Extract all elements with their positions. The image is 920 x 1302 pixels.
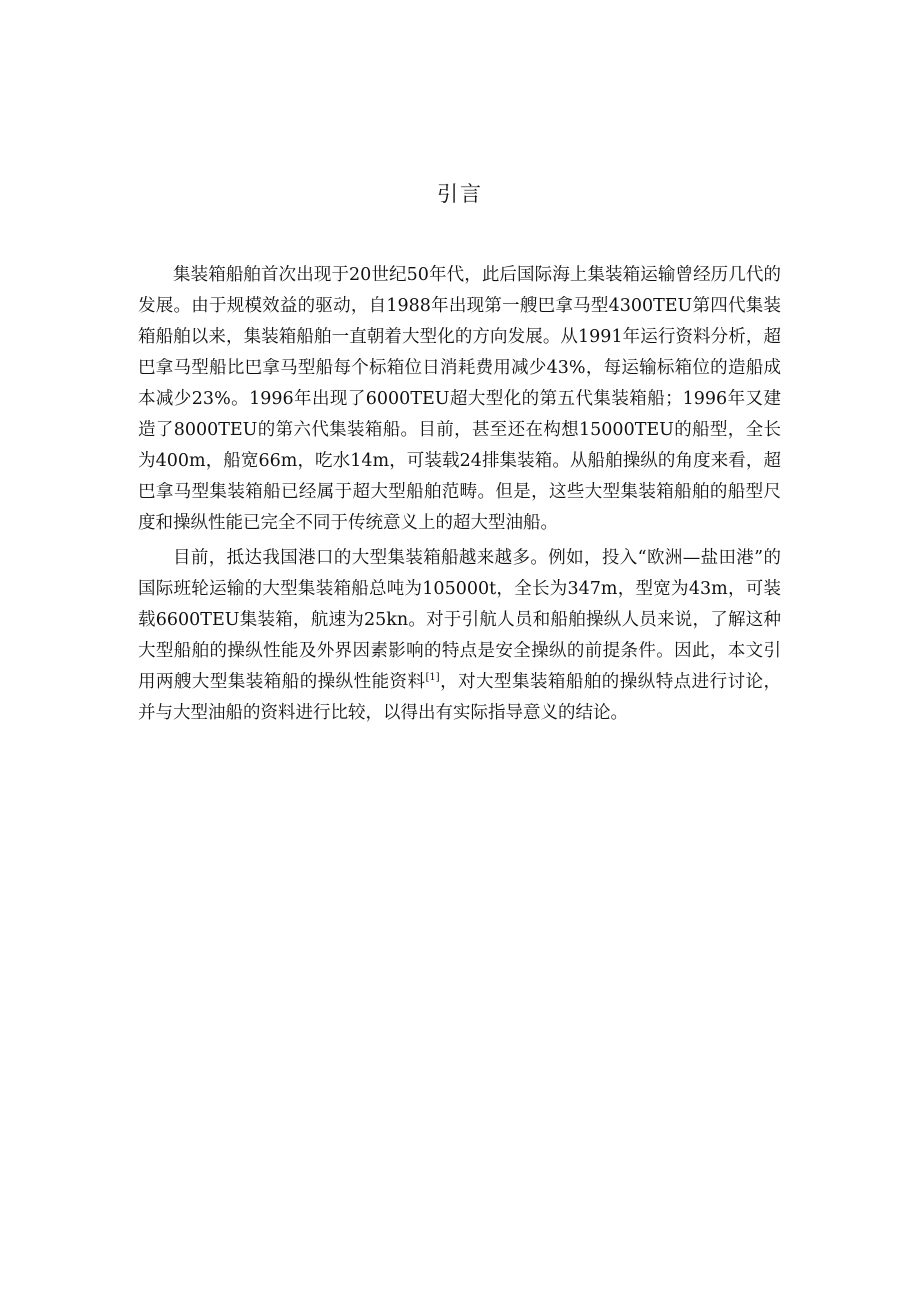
page-title: 引言 xyxy=(437,182,483,206)
paragraph-2-text-before-ref: 目前，抵达我国港口的大型集装箱船越来越多。例如，投入“欧洲—盐田港”的国际班轮运输的大型集装箱船总吨为105000t，全长为347m，型宽为43m，可装载6600TEU集装箱，航速为25kn。对于引航人员和船舶操纵人员来说，了解这种大型船舶的操纵性能及外界因素影响的特点是安全操纵的前提条件。因此，本文引用两艘大型集装箱船的操纵性能资料 xyxy=(138,548,781,692)
paragraph-1: 集装箱船舶首次出现于20世纪50年代，此后国际海上集装箱运输曾经历几代的发展。由于规模效益的驱动，自1988年出现第一艘巴拿马型4300TEU第四代集装箱船舶以来，集装箱船舶一直朝着大型化的方向发展。从1991年运行资料分析，超巴拿马型船比巴拿马型船每个标箱位日消耗费用减少43%，每运输标箱位的造船成本减少23%。1996年出现了6000TEU超大型化的第五代集装箱船；1996年又建造了8000TEU的第六代集装箱船。目前，甚至还在构想15000TEU的船型，全长为400m，船宽66m，吃水14m，可装载24排集装箱。从船舶操纵的角度来看，超巴拿马型集装箱船已经属于超大型船舶范畴。但是，这些大型集装箱船舶的船型尺度和操纵性能已完全不同于传统意义上的超大型油船。 xyxy=(138,265,781,533)
paragraph-2 xyxy=(138,543,781,729)
body-text xyxy=(138,260,781,729)
paragraph-2-text-after-ref: ，对大型集装箱船舶的操纵特点进行讨论，并与大型油船的资料进行比较，以得出有实际指导意义的结论。 xyxy=(138,672,782,723)
reference-mark: [1] xyxy=(425,672,440,684)
